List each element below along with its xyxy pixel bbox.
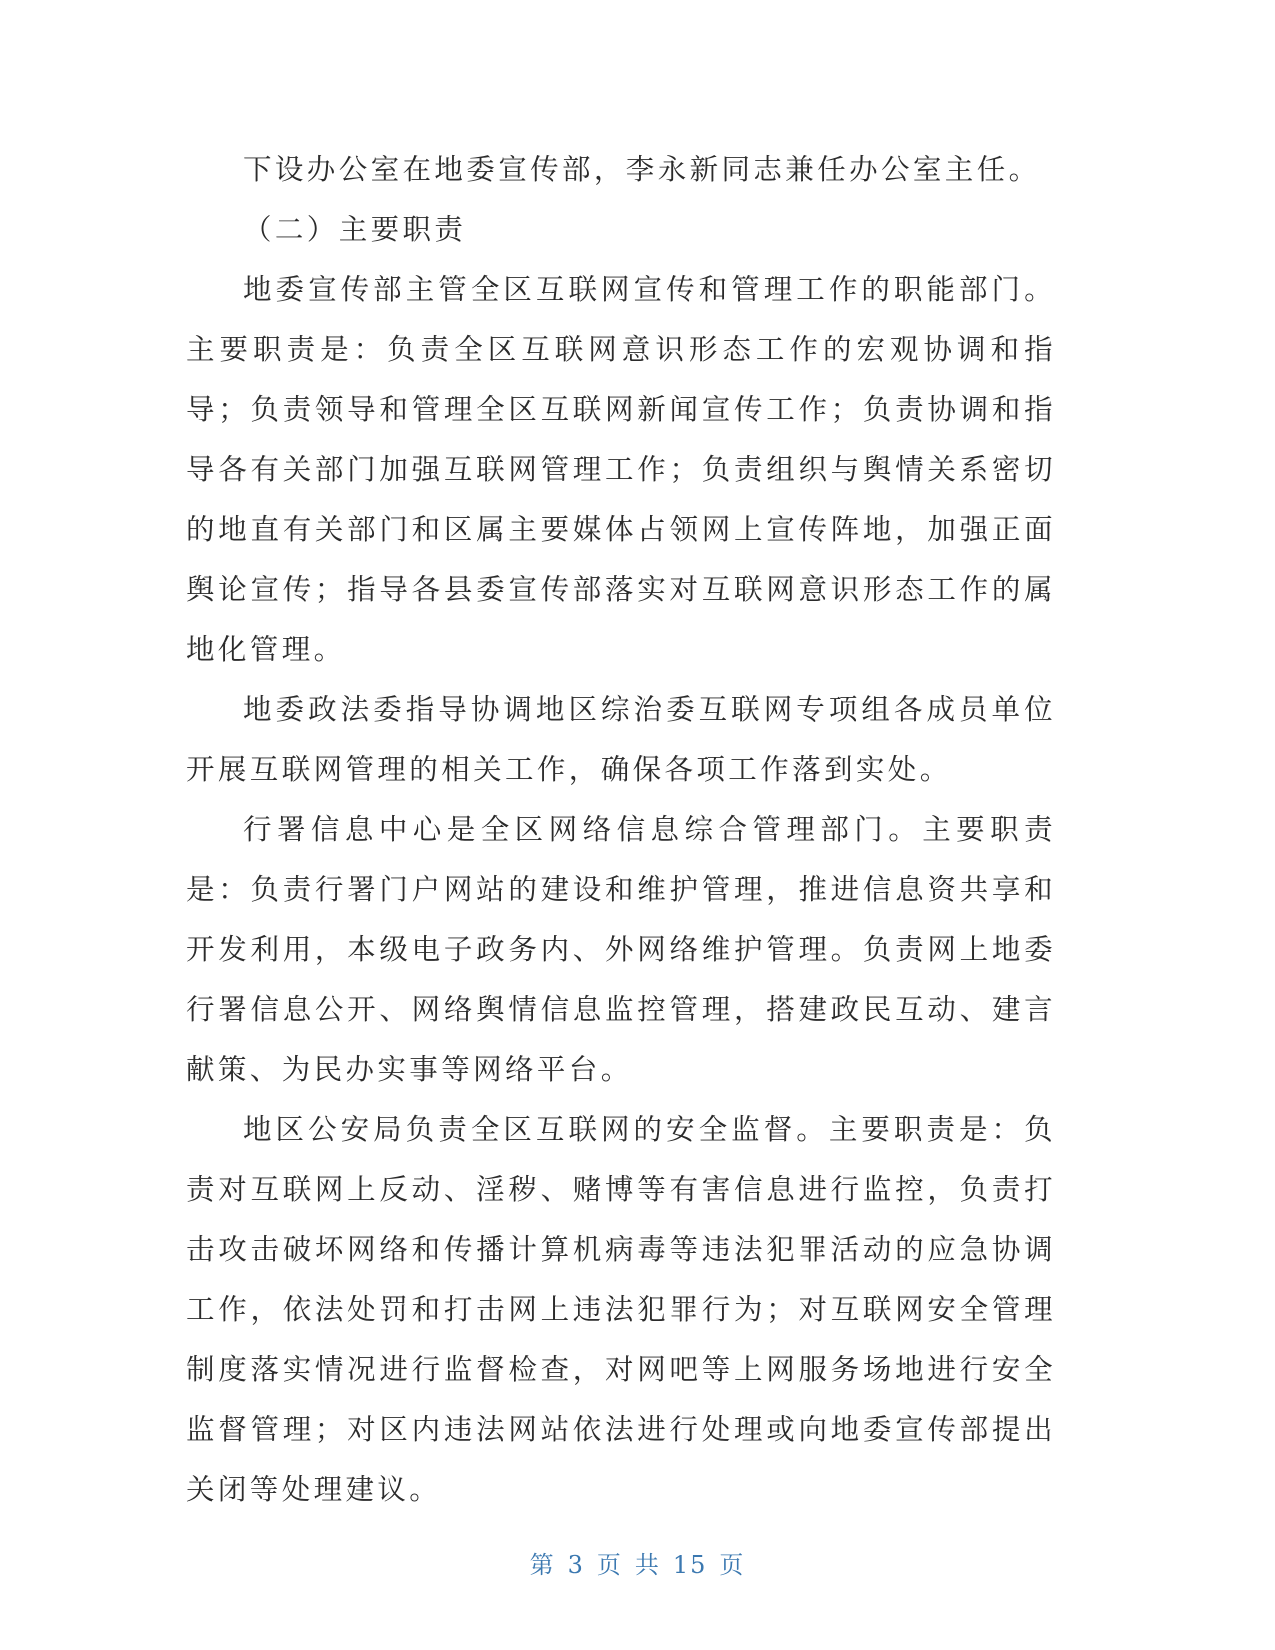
footer-total-pages: 15	[672, 1551, 708, 1579]
paragraph-propaganda-dept: 地委宣传部主管全区互联网宣传和管理工作的职能部门。主要职责是：负责全区互联网意识形态工作的宏观协调和指导；负责领导和管理全区互联网新闻宣传工作；负责协调和指导各有关部门加强互联网管理工作；负责组织与舆情关系密切的地直有关部门和区属主要媒体占领网上宣传阵地，加强正面舆论宣传；指导各县委宣传部落实对互联网意识形态工作的属地化管理。	[186, 273, 1056, 666]
footer-total-word: 共	[634, 1551, 661, 1579]
paragraph-public-security-bureau: 地区公安局负责全区互联网的安全监督。主要职责是：负责对互联网上反动、淫秽、赌博等有害信息进行监控，负责打击攻击破坏网络和传播计算机病毒等违法犯罪活动的应急协调工作，依法处罚和打击网上违法犯罪行为；对互联网安全管理制度落实情况进行监督检查，对网吧等上网服务场地进行安全监督管理；对区内违法网站依法进行处理或向地委宣传部提出关闭等处理建议。	[186, 1113, 1056, 1506]
footer-suffix: 页	[719, 1551, 746, 1579]
paragraph-office-setup: 下设办公室在地委宣传部，李永新同志兼任办公室主任。	[243, 153, 1041, 186]
document-body	[186, 140, 1056, 1520]
section-heading-main-duties: （二）主要职责	[243, 213, 467, 246]
footer-prefix: 第	[529, 1551, 556, 1579]
paragraph-information-center: 行署信息中心是全区网络信息综合管理部门。主要职责是：负责行署门户网站的建设和维护管理，推进信息资共享和开发利用，本级电子政务内、外网络维护管理。负责网上地委行署信息公开、网络舆情信息监控管理，搭建政民互动、建言献策、为民办实事等网络平台。	[186, 813, 1056, 1086]
footer-page-word: 页	[596, 1551, 623, 1579]
page-footer	[0, 1545, 1275, 1580]
paragraph-political-legal-committee: 地委政法委指导协调地区综治委互联网专项组各成员单位开展互联网管理的相关工作，确保各项工作落到实处。	[186, 693, 1056, 786]
footer-current-page: 3	[567, 1551, 585, 1579]
